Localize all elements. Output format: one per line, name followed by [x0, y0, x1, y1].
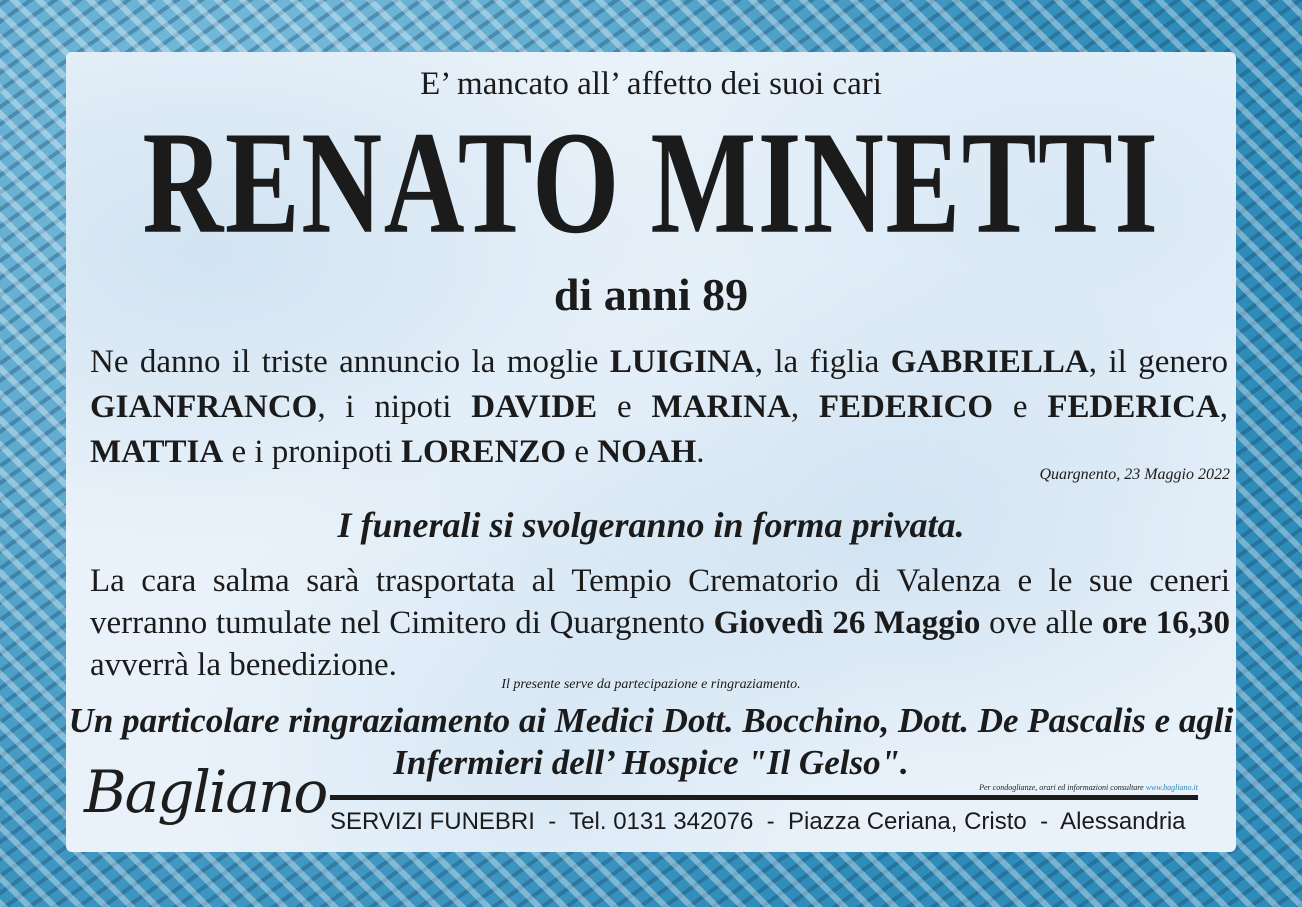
thanks-paragraph: Un particolare ringraziamento ai Medici Dott. Bocchino, Dott. De Pascalis e agli Infermieri dell’ Hospice "Il Gelso". — [68, 701, 1234, 782]
burial-time: ore 16,30 — [1101, 605, 1231, 641]
participation-note: Il presente serve da partecipazione e ringraziamento. — [501, 677, 801, 692]
burial-paragraph: La cara salma sarà trasportata al Tempio Crematorio di Valenza e le sue ceneri verranno tumulate nel Cimitero di Quargnento Giovedì 26 Maggio ove alle ore 16,30 avverrà la benedizione. — [90, 563, 1231, 683]
bagliano-logo: Bagliano — [84, 758, 327, 826]
funeral-note: I funerali si svolgeranno in forma privata. — [337, 505, 965, 545]
footer-contact — [330, 808, 1186, 836]
wife-name: LUIGINA — [609, 344, 755, 380]
footer-rule — [330, 795, 1198, 800]
footer-phone: - Tel. 0131 342076 — [535, 808, 753, 835]
deceased-name: RENATO MINETTI — [142, 101, 1160, 265]
daughter-name: GABRIELLA — [890, 344, 1089, 380]
intro-line: E’ mancato all’ affetto dei suoi cari — [420, 66, 882, 102]
date-place: Quargnento, 23 Maggio 2022 — [1039, 466, 1230, 483]
announcement-paragraph: Ne danno il triste annuncio la moglie LUIGINA, la figlia GABRIELLA, il genero GIANFRANCO, i nipoti DAVIDE e MARINA, FEDERICO e FEDERICA, MATTIA e i pronipoti LORENZO e NOAH. — [90, 344, 1228, 470]
footer-service: SERVIZI FUNEBRI — [330, 808, 535, 835]
website-link[interactable]: www.bagliano.it — [1145, 783, 1198, 792]
age-line: di anni 89 — [553, 269, 749, 320]
burial-day: Giovedì 26 Maggio — [713, 605, 981, 641]
footer-address: - Piazza Ceriana, Cristo — [753, 808, 1026, 835]
footer-city: - Alessandria — [1027, 808, 1186, 835]
son-in-law-name: GIANFRANCO — [90, 389, 318, 425]
website-note: Per condoglianze, orari ed informazioni consultare www.bagliano.it — [979, 783, 1198, 792]
